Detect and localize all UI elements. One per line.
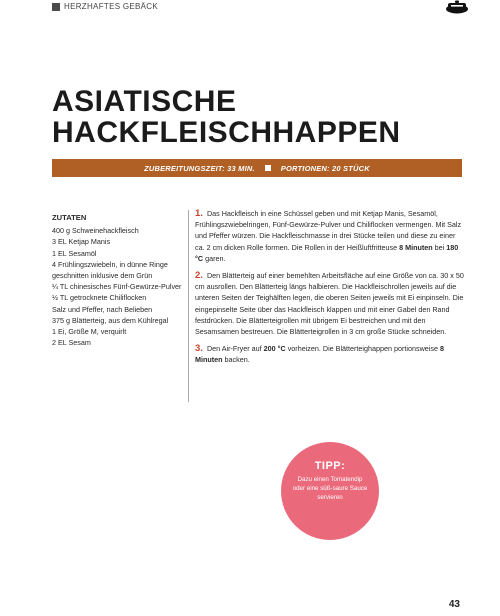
banner-separator [265,165,271,171]
step-text: bei [432,242,447,252]
step-number: 3. [195,343,203,355]
instructions [195,208,465,372]
step-time: 8 Minuten [399,242,433,252]
section-marker [52,3,60,11]
ingredient-item: 2 EL Sesam [52,338,91,348]
tip-circle [281,442,379,540]
step-2 [195,270,465,337]
section-title: HERZHAFTES GEBÄCK [64,2,159,11]
ingredient-item: 3 EL Ketjap Manis [52,237,111,247]
tip-title: TIPP: [314,460,346,472]
recipe-title [52,86,401,148]
ingredient-item: ½ TL getrocknete Chiliflocken [52,293,147,303]
ingredient-item: 1 Ei, Größe M, verquirlt [52,327,127,337]
portions: PORTIONEN: 20 STÜCK [280,163,370,173]
step-text: backen. [222,355,250,365]
tip-text: Dazu einen Tomatendip oder eine süß-saure Sauce servieren [292,476,368,501]
title-line-1: ASIATISCHE [52,85,237,118]
step-1 [195,208,465,264]
pot-icon [444,0,470,14]
info-banner [52,159,462,177]
ingredient-item: 4 Frühlingszwiebeln, in dünne Ringe geschnitten inklusive dem Grün [52,259,168,281]
step-text: Das Hackfleisch in eine Schüssel geben und mit Ketjap Manis, Sesamöl, Frühlingszwiebelringen, Fünf-Gewürze-Pulver und Chiliflocken vermengen. Mit Salz und Pfeffer würzen. Die Hackfleischmasse in drei Stücke teilen und diese zu einer ca. 2 cm dicken Rolle formen. Die Rollen in der Heißluftfritteuse [195,209,462,252]
ingredient-item: 1 EL Sesamöl [52,248,97,258]
ingredient-item: ¼ TL chinesisches Fünf-Gewürze-Pulver [52,282,182,292]
step-temperature: 180 °C [195,242,459,263]
step-number: 2. [195,270,203,282]
step-text: garen. [203,253,226,263]
ingredient-item: 400 g Schweinehackfleisch [52,226,139,236]
step-text: Den Air-Fryer auf [206,344,264,354]
step-number: 1. [195,208,203,219]
prep-time: ZUBEREITUNGSZEIT: 33 MIN. [144,163,255,173]
step-text: Den Blätterteig auf einer bemehlten Arbeitsfläche auf eine Größe von ca. 30 x 50 cm ausrollen. Den Blätterteig längs halbieren. Die Hackfleischrollen jeweils auf die unteren Seiten der Teighälften legen, die oberen Seiten jeweils mit Ei einpinseln. Die eingepinselte Seite über das Hackfleisch klappen und mit einer Gabel den Rand festdrücken. Die Blätterteigrollen mit übrigem Ei bestreichen und mit den Sesamsamen bestreuen. Die Blätterteigrollen in 3 cm große Stücke schneiden. [195,271,464,337]
section-header [52,2,158,11]
ingredient-item: 375 g Blätterteig, aus dem Kühlregal [52,315,169,325]
step-text: vorheizen. Die Blätterteighappen portionsweise [285,344,440,354]
ingredients-list [52,212,182,348]
ingredients-heading: ZUTATEN [52,213,87,222]
title-line-2: HACKFLEISCHHAPPEN [52,116,401,149]
step-3 [195,343,465,365]
column-divider [188,210,189,402]
page-number: 43 [448,599,460,610]
step-temperature: 200 °C [263,344,286,354]
ingredient-item: Salz und Pfeffer, nach Belieben [52,304,153,314]
step-time: 8 Minuten [195,344,444,365]
